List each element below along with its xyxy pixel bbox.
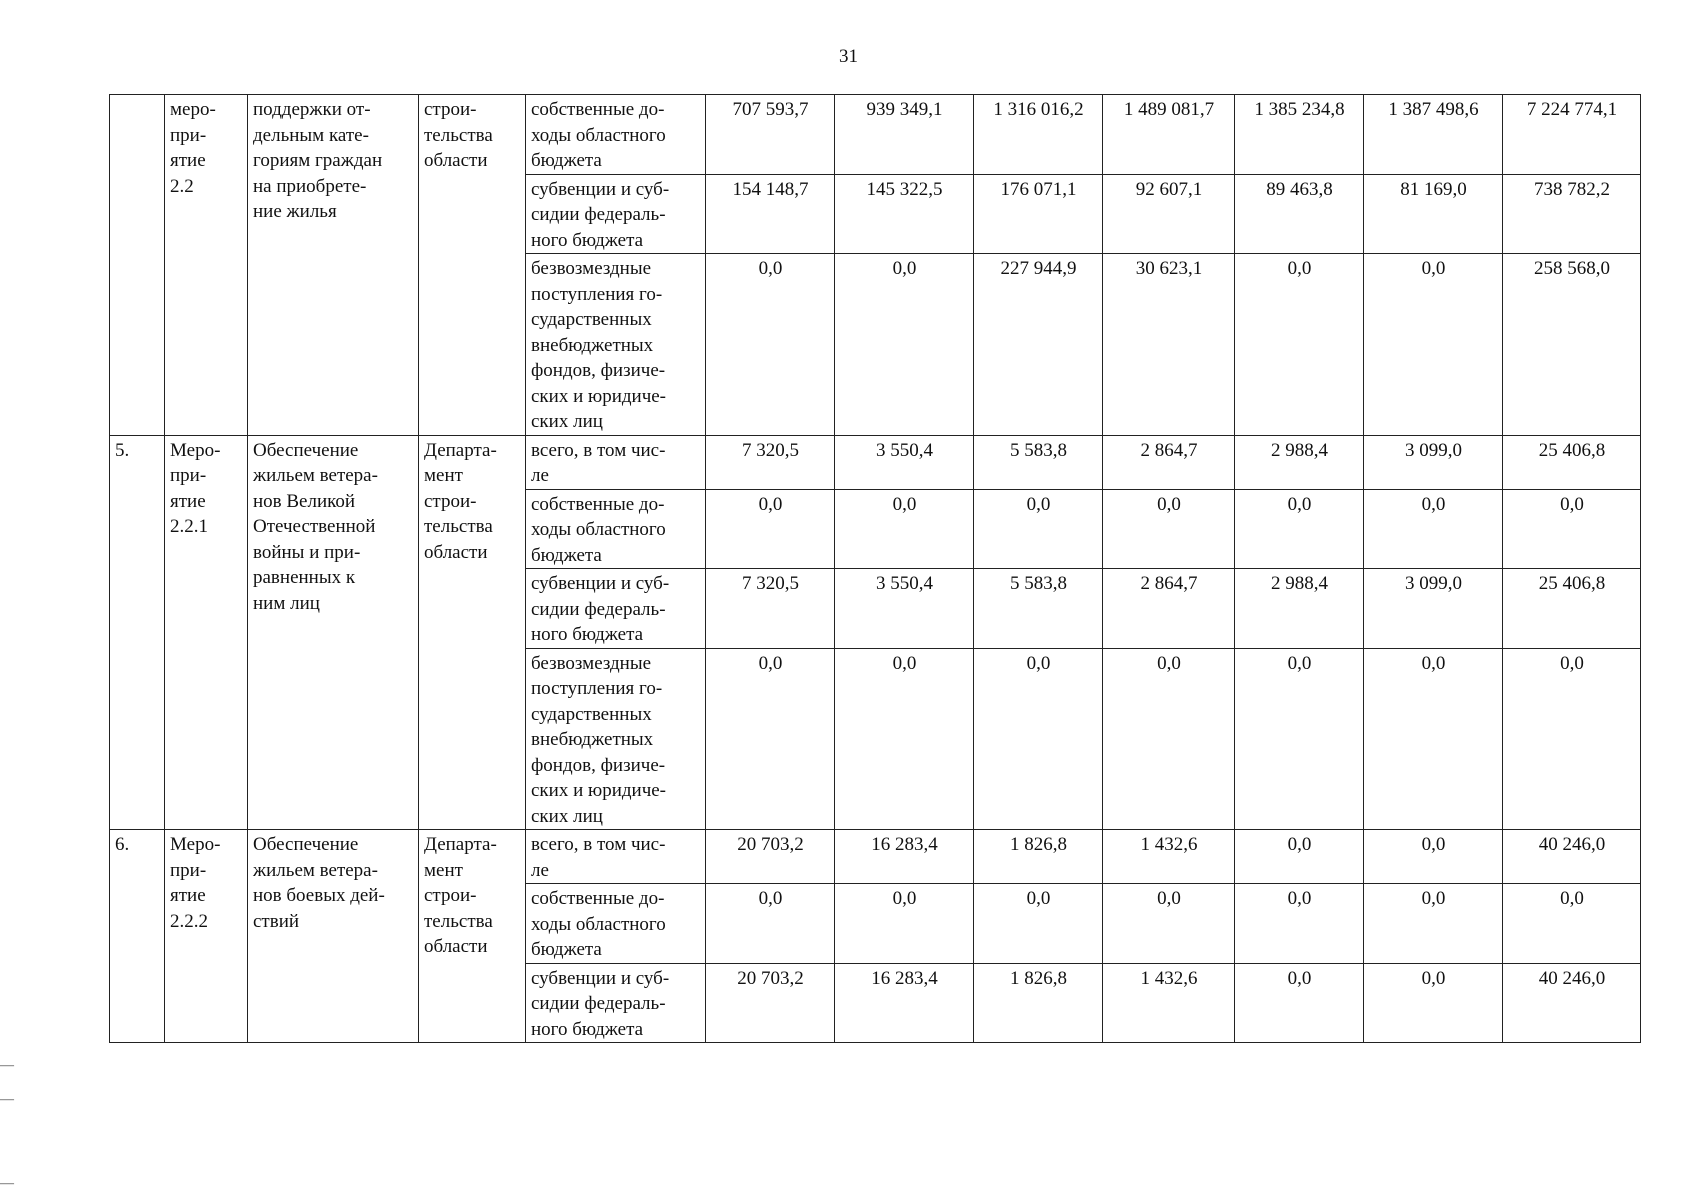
- amount-cell: 20 703,2: [706, 830, 835, 884]
- row-number: [110, 95, 165, 436]
- funding-source: безвозмездные поступления го- сударственных внебюджетных фондов, физиче- ских и юридиче- ских лиц: [526, 648, 706, 830]
- measure-name: Обеспечение жильем ветера- нов боевых дей- ствий: [248, 830, 419, 1043]
- amount-cell: 40 246,0: [1503, 963, 1641, 1043]
- amount-cell: 0,0: [706, 648, 835, 830]
- amount-cell: 0,0: [1364, 254, 1503, 436]
- funding-source: всего, в том чис- ле: [526, 830, 706, 884]
- amount-cell: 16 283,4: [835, 830, 974, 884]
- amount-cell: 0,0: [974, 489, 1103, 569]
- amount-cell: 0,0: [1103, 884, 1235, 964]
- amount-cell: 7 224 774,1: [1503, 95, 1641, 175]
- amount-cell: 3 099,0: [1364, 569, 1503, 649]
- amount-cell: 0,0: [1364, 648, 1503, 830]
- amount-cell: 2 864,7: [1103, 435, 1235, 489]
- measure-name: Обеспечение жильем ветера- нов Великой Отечественной войны и при- равненных к ним лиц: [248, 435, 419, 830]
- funding-source: собственные до- ходы областного бюджета: [526, 884, 706, 964]
- amount-cell: 1 316 016,2: [974, 95, 1103, 175]
- amount-cell: 0,0: [1235, 884, 1364, 964]
- table-body: [110, 95, 1641, 1043]
- amount-cell: 707 593,7: [706, 95, 835, 175]
- amount-cell: 0,0: [706, 254, 835, 436]
- page-number: 31: [839, 46, 858, 67]
- amount-cell: 1 826,8: [974, 830, 1103, 884]
- amount-cell: 0,0: [835, 884, 974, 964]
- measure-name: поддержки от- дельным кате- гориям граждан на приобрете- ние жилья: [248, 95, 419, 436]
- amount-cell: 0,0: [1364, 489, 1503, 569]
- amount-cell: 7 320,5: [706, 569, 835, 649]
- amount-cell: 0,0: [706, 884, 835, 964]
- amount-cell: 0,0: [706, 489, 835, 569]
- amount-cell: 3 099,0: [1364, 435, 1503, 489]
- amount-cell: 7 320,5: [706, 435, 835, 489]
- amount-cell: 1 432,6: [1103, 830, 1235, 884]
- amount-cell: 0,0: [1364, 830, 1503, 884]
- amount-cell: 3 550,4: [835, 435, 974, 489]
- amount-cell: 176 071,1: [974, 174, 1103, 254]
- budget-table: [109, 94, 1641, 1043]
- amount-cell: 16 283,4: [835, 963, 974, 1043]
- amount-cell: 738 782,2: [1503, 174, 1641, 254]
- amount-cell: 0,0: [1503, 648, 1641, 830]
- amount-cell: 0,0: [1235, 254, 1364, 436]
- amount-cell: 0,0: [974, 884, 1103, 964]
- amount-cell: 0,0: [1235, 489, 1364, 569]
- amount-cell: 40 246,0: [1503, 830, 1641, 884]
- amount-cell: 0,0: [1103, 648, 1235, 830]
- funding-source: собственные до- ходы областного бюджета: [526, 489, 706, 569]
- funding-source: субвенции и суб- сидии федераль- ного бюджета: [526, 963, 706, 1043]
- amount-cell: 227 944,9: [974, 254, 1103, 436]
- amount-cell: 0,0: [1103, 489, 1235, 569]
- amount-cell: 258 568,0: [1503, 254, 1641, 436]
- amount-cell: 0,0: [835, 254, 974, 436]
- amount-cell: 25 406,8: [1503, 435, 1641, 489]
- table-row: [110, 95, 1641, 175]
- amount-cell: 0,0: [1364, 963, 1503, 1043]
- amount-cell: 2 864,7: [1103, 569, 1235, 649]
- amount-cell: 0,0: [1235, 963, 1364, 1043]
- funding-source: всего, в том чис- ле: [526, 435, 706, 489]
- amount-cell: 1 826,8: [974, 963, 1103, 1043]
- amount-cell: 92 607,1: [1103, 174, 1235, 254]
- measure-code: меро- при- ятие 2.2: [165, 95, 248, 436]
- table-row: [110, 830, 1641, 884]
- amount-cell: 0,0: [974, 648, 1103, 830]
- amount-cell: 0,0: [1235, 830, 1364, 884]
- amount-cell: 81 169,0: [1364, 174, 1503, 254]
- amount-cell: 2 988,4: [1235, 569, 1364, 649]
- amount-cell: 1 385 234,8: [1235, 95, 1364, 175]
- amount-cell: 30 623,1: [1103, 254, 1235, 436]
- amount-cell: 0,0: [1503, 884, 1641, 964]
- measure-code: Меро- при- ятие 2.2.1: [165, 435, 248, 830]
- executor: Департа- мент строи- тельства области: [419, 435, 526, 830]
- funding-source: субвенции и суб- сидии федераль- ного бюджета: [526, 174, 706, 254]
- edge-mark: —: [0, 1092, 14, 1107]
- amount-cell: 0,0: [1503, 489, 1641, 569]
- executor: Департа- мент строи- тельства области: [419, 830, 526, 1043]
- edge-mark: —: [0, 1176, 14, 1191]
- amount-cell: 2 988,4: [1235, 435, 1364, 489]
- row-number: 6.: [110, 830, 165, 1043]
- amount-cell: 0,0: [1235, 648, 1364, 830]
- funding-source: собственные до- ходы областного бюджета: [526, 95, 706, 175]
- amount-cell: 939 349,1: [835, 95, 974, 175]
- amount-cell: 0,0: [835, 648, 974, 830]
- executor: строи- тельства области: [419, 95, 526, 436]
- table-row: [110, 435, 1641, 489]
- amount-cell: 89 463,8: [1235, 174, 1364, 254]
- amount-cell: 145 322,5: [835, 174, 974, 254]
- amount-cell: 1 432,6: [1103, 963, 1235, 1043]
- measure-code: Меро- при- ятие 2.2.2: [165, 830, 248, 1043]
- amount-cell: 154 148,7: [706, 174, 835, 254]
- amount-cell: 1 489 081,7: [1103, 95, 1235, 175]
- funding-source: безвозмездные поступления го- сударственных внебюджетных фондов, физиче- ских и юридиче- ских лиц: [526, 254, 706, 436]
- amount-cell: 3 550,4: [835, 569, 974, 649]
- amount-cell: 1 387 498,6: [1364, 95, 1503, 175]
- amount-cell: 25 406,8: [1503, 569, 1641, 649]
- amount-cell: 20 703,2: [706, 963, 835, 1043]
- edge-mark: —: [0, 1058, 14, 1073]
- funding-source: субвенции и суб- сидии федераль- ного бюджета: [526, 569, 706, 649]
- amount-cell: 0,0: [835, 489, 974, 569]
- amount-cell: 0,0: [1364, 884, 1503, 964]
- amount-cell: 5 583,8: [974, 435, 1103, 489]
- amount-cell: 5 583,8: [974, 569, 1103, 649]
- row-number: 5.: [110, 435, 165, 830]
